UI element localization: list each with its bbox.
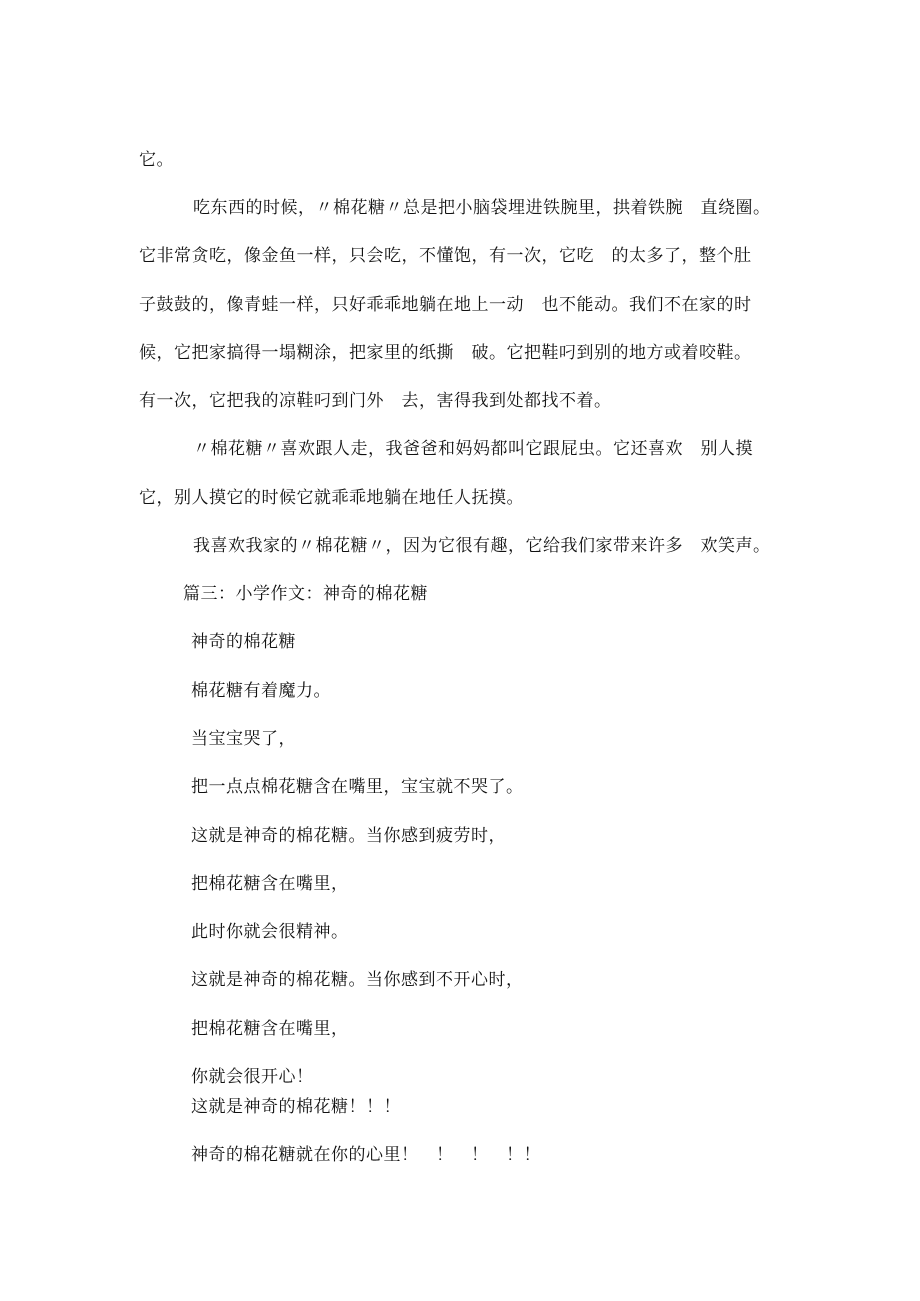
text-line-9: 我喜欢我家的〃棉花糖〃，因为它很有趣，它给我们家带来许多 欢笑声。 xyxy=(193,536,771,556)
poem-line-1: 棉花糖有着魔力。 xyxy=(191,681,331,701)
section-heading: 篇三：小学作文：神奇的棉花糖 xyxy=(183,584,428,604)
text-line-1: 它。 xyxy=(139,150,174,170)
poem-line-6: 此时你就会很精神。 xyxy=(191,922,349,942)
poem-line-9: 你就会很开心！ xyxy=(191,1067,314,1087)
text-line-2: 吃东西的时候，〃棉花糖〃总是把小脑袋埋进铁腕里，拱着铁腕 直绕圈。 xyxy=(193,198,771,218)
text-line-3: 它非常贪吃，像金鱼一样，只会吃，不懂饱，有一次，它吃 的太多了，整个肚 xyxy=(139,246,752,266)
text-line-6: 有一次，它把我的凉鞋叼到门外 去，害得我到处都找不着。 xyxy=(139,391,612,411)
text-line-4: 子鼓鼓的，像青蛙一样，只好乖乖地躺在地上一动 也不能动。我们不在家的时 xyxy=(139,295,752,315)
poem-line-7: 这就是神奇的棉花糖。当你感到不开心时， xyxy=(191,970,524,990)
poem-line-10: 这就是神奇的棉花糖！！！ xyxy=(191,1097,401,1117)
poem-line-5: 把棉花糖含在嘴里， xyxy=(191,874,349,894)
poem-line-4: 这就是神奇的棉花糖。当你感到疲劳时， xyxy=(191,826,506,846)
poem-line-2: 当宝宝哭了， xyxy=(191,729,296,749)
text-line-7: 〃棉花糖〃喜欢跟人走，我爸爸和妈妈都叫它跟屁虫。它还喜欢 别人摸 xyxy=(193,439,753,459)
poem-line-8: 把棉花糖含在嘴里， xyxy=(191,1019,349,1039)
poem-line-3: 把一点点棉花糖含在嘴里，宝宝就不哭了。 xyxy=(191,777,524,797)
text-line-5: 候，它把家搞得一塌糊涂，把家里的纸撕 破。它把鞋叼到别的地方或着咬鞋。 xyxy=(139,343,752,363)
poem-line-11: 神奇的棉花糖就在你的心里！ ！ ！ ！！ xyxy=(191,1145,541,1165)
poem-title: 神奇的棉花糖 xyxy=(191,632,296,652)
text-line-8: 它，别人摸它的时候它就乖乖地躺在地任人抚摸。 xyxy=(139,488,524,508)
